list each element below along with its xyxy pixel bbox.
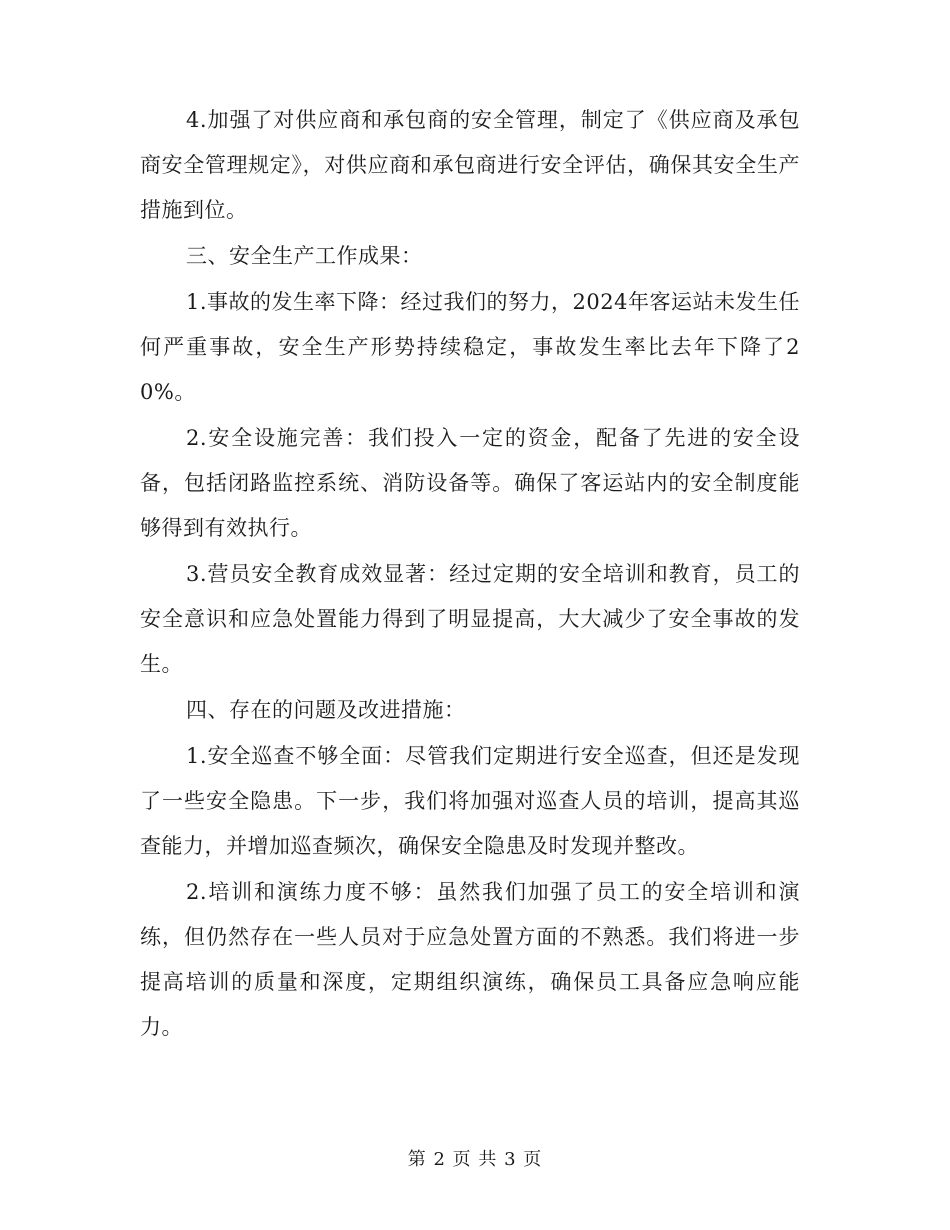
paragraph-supplier-management: 4.加强了对供应商和承包商的安全管理，制定了《供应商及承包商安全管理规定》，对供应商和承包商进行安全评估，确保其安全生产措施到位。 bbox=[140, 108, 800, 222]
section-heading-problems: 四、存在的问题及改进措施： bbox=[186, 698, 466, 722]
paragraph-training-drills: 2.培训和演练力度不够：虽然我们加强了员工的安全培训和演练，但仍然存在一些人员对于应急处置方面的不熟悉。我们将进一步提高培训的质量和深度，定期组织演练，确保员工具备应急响应能力。 bbox=[140, 880, 800, 1039]
page-number-footer: 第 2 页 共 3 页 bbox=[407, 1149, 543, 1170]
document-body bbox=[140, 98, 800, 1051]
paragraph-inspection: 1.安全巡查不够全面：尽管我们定期进行安全巡查，但还是发现了一些安全隐患。下一步，我们将加强对巡查人员的培训，提高其巡查能力，并增加巡查频次，确保安全隐患及时发现并整改。 bbox=[140, 744, 800, 858]
section-heading-results: 三、安全生产工作成果： bbox=[186, 244, 423, 268]
paragraph-safety-facilities: 2.安全设施完善：我们投入一定的资金，配备了先进的安全设备，包括闭路监控系统、消防设备等。确保了客运站内的安全制度能够得到有效执行。 bbox=[140, 426, 800, 540]
paragraph-accident-rate: 1.事故的发生率下降：经过我们的努力，2024年客运站未发生任何严重事故，安全生产形势持续稳定，事故发生率比去年下降了20%。 bbox=[140, 290, 800, 404]
paragraph-safety-education: 3.营员安全教育成效显著：经过定期的安全培训和教育，员工的安全意识和应急处置能力得到了明显提高，大大减少了安全事故的发生。 bbox=[140, 562, 800, 676]
